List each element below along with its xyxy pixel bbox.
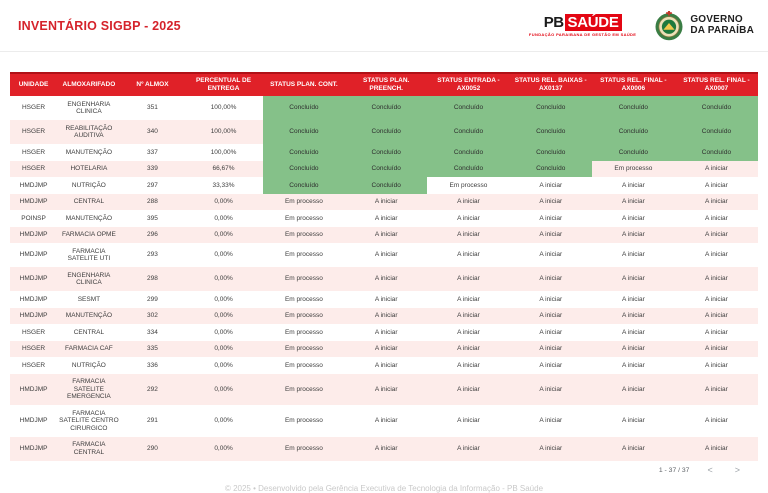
pbsaude-logo-pb: PB — [543, 14, 564, 31]
cell-status: Concluído — [675, 96, 758, 120]
cell-status: A iniciar — [621, 198, 645, 205]
cell-status: Concluído — [345, 177, 427, 194]
cell-status: A iniciar — [621, 214, 645, 222]
cell-n-almox: 299 — [147, 295, 158, 303]
cell-status: Concluído — [675, 120, 758, 144]
cell-status: A iniciar — [539, 345, 563, 352]
cell-status: A iniciar — [457, 328, 480, 336]
pagination — [10, 461, 758, 475]
pagination-prev-button[interactable]: < — [707, 464, 713, 475]
cell-status: A iniciar — [621, 251, 645, 259]
cell-almoxarifado: FARMACIA CAF — [65, 345, 113, 352]
cell-status: A iniciar — [621, 417, 645, 424]
cell-n-almox: 395 — [147, 214, 158, 222]
cell-percentual: 0,00% — [214, 275, 233, 283]
col-header-unidade: UNIDADE — [10, 73, 57, 96]
cell-status: A iniciar — [705, 361, 728, 369]
cell-status: A iniciar — [705, 181, 728, 189]
governo-paraiba-text — [690, 15, 754, 36]
table-row — [10, 210, 758, 227]
cell-status: A iniciar — [457, 417, 480, 424]
cell-unidade: HSGER — [21, 361, 46, 369]
page-title: INVENTÁRIO SIGBP - 2025 — [18, 18, 181, 33]
cell-status: A iniciar — [705, 345, 728, 352]
cell-status: A iniciar — [457, 295, 480, 303]
cell-unidade: HMDJMP — [19, 385, 48, 393]
cell-status: A iniciar — [374, 361, 398, 369]
cell-n-almox: 293 — [147, 251, 158, 259]
cell-status: Concluído — [510, 120, 592, 144]
cell-unidade: HMDJMP — [19, 251, 48, 259]
cell-unidade: POINSP — [21, 214, 46, 222]
cell-status: A iniciar — [539, 181, 563, 189]
cell-status: Concluído — [427, 161, 509, 178]
col-header-status-rel-baixas: STATUS REL. BAIXAS - AX0137 — [510, 73, 592, 96]
table-header-row — [10, 73, 758, 96]
cell-status: A iniciar — [705, 165, 728, 172]
cell-status: Concluído — [510, 161, 592, 178]
cell-percentual: 33,33% — [212, 181, 235, 189]
cell-unidade: HSGER — [21, 165, 46, 172]
cell-status: A iniciar — [621, 181, 645, 189]
cell-n-almox: 334 — [147, 328, 158, 336]
table-row — [10, 291, 758, 308]
governo-line2: DA PARAÍBA — [690, 24, 754, 36]
cell-n-almox: 335 — [147, 345, 158, 352]
cell-status: A iniciar — [621, 275, 645, 283]
cell-percentual: 0,00% — [214, 345, 233, 352]
footer-credit: © 2025 • Desenvolvido pela Gerência Executiva de Tecnologia da Informação - PB Saúde — [224, 483, 544, 493]
cell-status: A iniciar — [374, 417, 398, 424]
cell-status: A iniciar — [374, 345, 398, 352]
cell-percentual: 100,00% — [210, 148, 237, 156]
cell-status: A iniciar — [539, 361, 563, 369]
cell-status: A iniciar — [457, 444, 480, 452]
cell-n-almox: 302 — [147, 312, 158, 319]
col-header-status-entrada: STATUS ENTRADA - AX0052 — [427, 73, 509, 96]
cell-status: A iniciar — [621, 328, 645, 336]
cell-status: A iniciar — [457, 312, 480, 319]
cell-status: A iniciar — [374, 275, 398, 283]
cell-status: A iniciar — [705, 251, 728, 259]
cell-unidade: HMDJMP — [19, 275, 48, 283]
cell-percentual: 0,00% — [214, 328, 233, 336]
cell-status: A iniciar — [539, 328, 563, 336]
cell-percentual: 66,67% — [212, 165, 235, 172]
cell-almoxarifado: CENTRAL — [73, 328, 105, 336]
table-row — [10, 405, 758, 437]
cell-almoxarifado: FARMACIA CENTRAL — [72, 441, 106, 456]
col-header-almoxarifado: ALMOXARIFADO — [57, 73, 121, 96]
cell-percentual: 0,00% — [214, 295, 233, 303]
cell-n-almox: 337 — [147, 148, 158, 156]
cell-percentual: 0,00% — [214, 385, 233, 393]
governo-line1: GOVERNO — [690, 14, 743, 25]
cell-status: Concluído — [675, 144, 758, 161]
paraiba-crest-icon — [654, 10, 684, 42]
table-row — [10, 227, 758, 244]
cell-status: A iniciar — [621, 361, 645, 369]
cell-almoxarifado: ENGENHARIA CLINICA — [67, 271, 111, 286]
cell-almoxarifado: FARMACIA SATELITE EMERGENCIA — [67, 378, 111, 400]
col-header-status-plan-preench: STATUS PLAN. PREENCH. — [345, 73, 427, 96]
cell-unidade: HMDJMP — [19, 417, 48, 424]
table-body — [10, 96, 758, 461]
cell-status: A iniciar — [539, 417, 563, 424]
table-row — [10, 374, 758, 406]
cell-unidade: HMDJMP — [19, 198, 48, 205]
cell-n-almox: 296 — [147, 231, 158, 238]
table-row — [10, 96, 758, 120]
governo-paraiba-logo — [654, 10, 754, 42]
cell-unidade: HSGER — [21, 128, 46, 136]
cell-percentual: 100,00% — [210, 128, 237, 136]
cell-almoxarifado: NUTRIÇÃO — [71, 361, 106, 369]
cell-almoxarifado: HOTELARIA — [70, 165, 108, 172]
table-row — [10, 194, 758, 211]
cell-status: A iniciar — [539, 444, 563, 452]
cell-status: A iniciar — [374, 214, 398, 222]
pbsaude-logo-saude: SAÚDE — [565, 14, 622, 31]
cell-status: Concluído — [592, 144, 675, 161]
pbsaude-logo — [529, 14, 636, 37]
cell-status: A iniciar — [374, 295, 398, 303]
cell-unidade: HMDJMP — [19, 181, 48, 189]
cell-status: A iniciar — [374, 198, 398, 205]
table-row — [10, 243, 758, 267]
cell-status: Em processo — [284, 275, 323, 283]
cell-status: A iniciar — [705, 444, 728, 452]
cell-almoxarifado: NUTRIÇÃO — [71, 181, 106, 189]
table-row — [10, 437, 758, 461]
cell-unidade: HMDJMP — [19, 444, 48, 452]
table-row — [10, 177, 758, 194]
cell-almoxarifado: FARMACIA OPME — [61, 231, 116, 238]
table-row — [10, 324, 758, 341]
cell-unidade: HSGER — [21, 148, 46, 156]
cell-n-almox: 340 — [147, 128, 158, 136]
cell-status: A iniciar — [705, 385, 728, 393]
cell-status: A iniciar — [457, 214, 480, 222]
cell-status: Em processo — [614, 165, 653, 172]
cell-status: A iniciar — [705, 295, 728, 303]
cell-status: Em processo — [284, 214, 323, 222]
cell-status: Concluído — [345, 120, 427, 144]
cell-status: Em processo — [284, 198, 323, 205]
cell-status: A iniciar — [457, 231, 480, 238]
table-row — [10, 120, 758, 144]
cell-n-almox: 290 — [147, 444, 158, 452]
inventory-table — [10, 72, 758, 461]
cell-status: Concluído — [345, 144, 427, 161]
cell-status: A iniciar — [457, 345, 480, 352]
col-header-percentual: PERCENTUAL DE ENTREGA — [184, 73, 263, 96]
cell-status: A iniciar — [539, 251, 563, 259]
cell-percentual: 0,00% — [214, 198, 233, 205]
report-area — [0, 52, 768, 493]
cell-unidade: HSGER — [21, 104, 46, 112]
cell-status: Concluído — [345, 96, 427, 120]
cell-status: Concluído — [592, 96, 675, 120]
cell-status: A iniciar — [705, 231, 728, 238]
cell-n-almox: 336 — [147, 361, 158, 369]
cell-status: Concluído — [427, 120, 509, 144]
cell-status: A iniciar — [705, 417, 728, 424]
cell-status: Concluído — [345, 161, 427, 178]
cell-status: Em processo — [284, 251, 323, 259]
cell-unidade: HMDJMP — [19, 295, 48, 303]
cell-status: A iniciar — [539, 385, 563, 393]
cell-status: A iniciar — [705, 312, 728, 319]
cell-almoxarifado: MANUTENÇÃO — [65, 312, 113, 319]
cell-almoxarifado: MANUTENÇÃO — [65, 148, 113, 156]
cell-unidade: HMDJMP — [19, 312, 48, 319]
table-row — [10, 161, 758, 178]
table-row — [10, 308, 758, 325]
cell-status: A iniciar — [621, 295, 645, 303]
pbsaude-logo-subtitle: FUNDAÇÃO PARAIBANA DE GESTÃO EM SAÚDE — [528, 32, 637, 37]
cell-status: A iniciar — [374, 328, 398, 336]
cell-status: Em processo — [284, 444, 323, 452]
cell-status: A iniciar — [457, 251, 480, 259]
table-row — [10, 357, 758, 374]
cell-status: A iniciar — [374, 312, 398, 319]
cell-status: A iniciar — [621, 385, 645, 393]
cell-status: A iniciar — [539, 198, 563, 205]
cell-status: A iniciar — [705, 198, 728, 205]
cell-status: A iniciar — [705, 328, 728, 336]
cell-status: Em processo — [284, 312, 323, 319]
cell-status: Em processo — [284, 361, 323, 369]
cell-status: A iniciar — [621, 444, 645, 452]
pagination-range: 1 - 37 / 37 — [658, 466, 690, 474]
cell-status: A iniciar — [621, 231, 645, 238]
cell-status: Em processo — [284, 328, 323, 336]
cell-almoxarifado: CENTRAL — [73, 198, 105, 205]
cell-status: A iniciar — [374, 444, 398, 452]
col-header-status-rel-final-6: STATUS REL. FINAL - AX0006 — [592, 73, 675, 96]
cell-status: Em processo — [284, 295, 323, 303]
cell-status: Concluído — [592, 120, 675, 144]
cell-status: A iniciar — [539, 214, 563, 222]
cell-status: A iniciar — [539, 275, 563, 283]
cell-n-almox: 291 — [147, 417, 158, 424]
cell-n-almox: 292 — [147, 385, 158, 393]
cell-percentual: 0,00% — [214, 312, 233, 319]
pagination-next-button[interactable]: > — [734, 464, 740, 475]
cell-status: A iniciar — [374, 231, 398, 238]
cell-status: A iniciar — [539, 295, 563, 303]
cell-almoxarifado: ENGENHARIA CLINICA — [67, 100, 111, 115]
cell-status: A iniciar — [374, 251, 398, 259]
cell-status: Em processo — [284, 231, 323, 238]
cell-percentual: 0,00% — [214, 417, 233, 424]
cell-unidade: HMDJMP — [19, 231, 48, 238]
cell-status: Concluído — [510, 144, 592, 161]
cell-n-almox: 288 — [147, 198, 158, 205]
cell-percentual: 0,00% — [214, 444, 233, 452]
cell-status: A iniciar — [621, 345, 645, 352]
top-bar — [0, 0, 768, 52]
cell-status: A iniciar — [457, 275, 480, 283]
cell-almoxarifado: REABILITAÇÃO AUDITIVA — [65, 124, 113, 139]
cell-status: Concluído — [263, 177, 345, 194]
table-row — [10, 341, 758, 358]
cell-status: A iniciar — [457, 198, 480, 205]
cell-almoxarifado: FARMACIA SATELITE CENTRO CIRURGICO — [59, 409, 119, 432]
cell-status: A iniciar — [539, 312, 563, 319]
col-header-status-rel-final-7: STATUS REL. FINAL - AX0007 — [675, 73, 758, 96]
cell-status: A iniciar — [539, 231, 563, 238]
cell-status: Concluído — [263, 96, 345, 120]
table-row — [10, 144, 758, 161]
cell-almoxarifado: FARMACIA SATELITE UTI — [67, 247, 111, 262]
cell-unidade: HSGER — [21, 328, 46, 336]
table-row — [10, 267, 758, 291]
cell-status: A iniciar — [457, 385, 480, 393]
cell-percentual: 0,00% — [214, 361, 233, 369]
cell-status: Em processo — [284, 417, 323, 424]
cell-almoxarifado: MANUTENÇÃO — [65, 214, 113, 222]
cell-status: Concluído — [427, 144, 509, 161]
cell-status: Concluído — [427, 96, 509, 120]
cell-status: Concluído — [510, 96, 592, 120]
cell-status: Em processo — [284, 385, 323, 393]
col-header-n-almox: Nº ALMOX — [121, 73, 185, 96]
cell-status: A iniciar — [374, 385, 398, 393]
cell-status: Concluído — [263, 144, 345, 161]
cell-status: A iniciar — [621, 312, 645, 319]
cell-percentual: 0,00% — [214, 231, 233, 238]
cell-status: Concluído — [263, 161, 345, 178]
cell-status: Concluído — [263, 120, 345, 144]
cell-percentual: 0,00% — [214, 251, 233, 259]
cell-percentual: 0,00% — [214, 214, 233, 222]
cell-n-almox: 298 — [147, 275, 158, 283]
cell-n-almox: 351 — [147, 104, 158, 112]
logos — [529, 10, 754, 42]
col-header-status-plan-cont: STATUS PLAN. CONT. — [263, 73, 345, 96]
cell-status: Em processo — [284, 345, 323, 352]
cell-unidade: HSGER — [21, 345, 46, 352]
cell-status: A iniciar — [705, 275, 728, 283]
cell-almoxarifado: SESMT — [77, 295, 101, 303]
cell-status: A iniciar — [457, 361, 480, 369]
cell-percentual: 100,00% — [210, 104, 237, 112]
cell-status: A iniciar — [705, 214, 728, 222]
cell-n-almox: 297 — [147, 181, 158, 189]
cell-status: Em processo — [449, 181, 488, 189]
cell-n-almox: 339 — [147, 165, 158, 172]
